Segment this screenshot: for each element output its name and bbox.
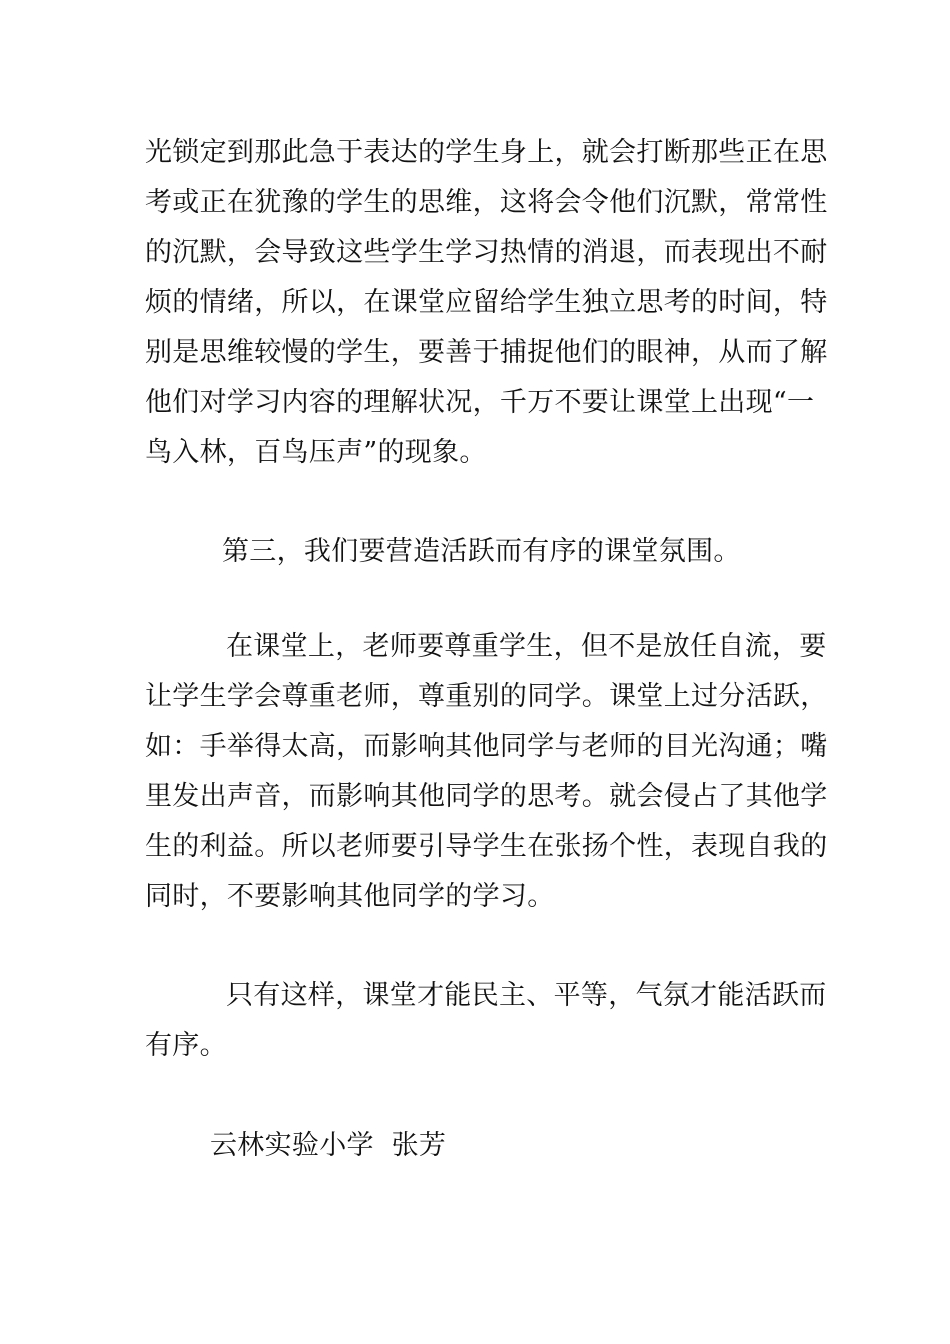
- paragraph-line: 有序。: [145, 1030, 227, 1061]
- paragraph-line: 只有这样，课堂才能民主、平等，气氛才能活跃而: [226, 980, 827, 1011]
- paragraph-3: [145, 971, 827, 1071]
- paragraph-line: 在课堂上，老师要尊重学生，但不是放任自流，要: [226, 631, 827, 662]
- paragraph-line: 里发出声音，而影响其他同学的思考。就会侵占了其他学: [145, 781, 828, 812]
- paragraph-line: 烦的情绪，所以，在课堂应留给学生独立思考的时间，特: [145, 287, 828, 318]
- paragraph-line: 让学生学会尊重老师，尊重别的同学。课堂上过分活跃，: [145, 681, 828, 712]
- signature-text: 云林实验小学 张芳: [210, 1130, 447, 1161]
- author-signature: [210, 1121, 710, 1171]
- paragraph-line: 如：手举得太高，而影响其他同学与老师的目光沟通；嘴: [145, 731, 828, 762]
- paragraph-1: [145, 128, 828, 478]
- paragraph-line: 鸟入林，百鸟压声”的现象。: [145, 437, 487, 468]
- paragraph-line: 考或正在犹豫的学生的思维，这将会令他们沉默，常常性: [145, 187, 828, 218]
- section-heading-3: [222, 527, 822, 577]
- paragraph-line: 生的利益。所以老师要引导学生在张扬个性，表现自我的: [145, 831, 828, 862]
- section-heading-text: 第三，我们要营造活跃而有序的课堂氛围。: [222, 536, 741, 567]
- paragraph-line: 别是思维较慢的学生，要善于捕捉他们的眼神，从而了解: [145, 337, 828, 368]
- paragraph-line: 光锁定到那此急于表达的学生身上，就会打断那些正在思: [145, 137, 828, 168]
- paragraph-2: [145, 622, 828, 922]
- paragraph-line: 的沉默，会导致这些学生学习热情的消退，而表现出不耐: [145, 237, 828, 268]
- paragraph-line: 同时，不要影响其他同学的学习。: [145, 881, 555, 912]
- paragraph-line: 他们对学习内容的理解状况，千万不要让课堂上出现“一: [145, 387, 815, 418]
